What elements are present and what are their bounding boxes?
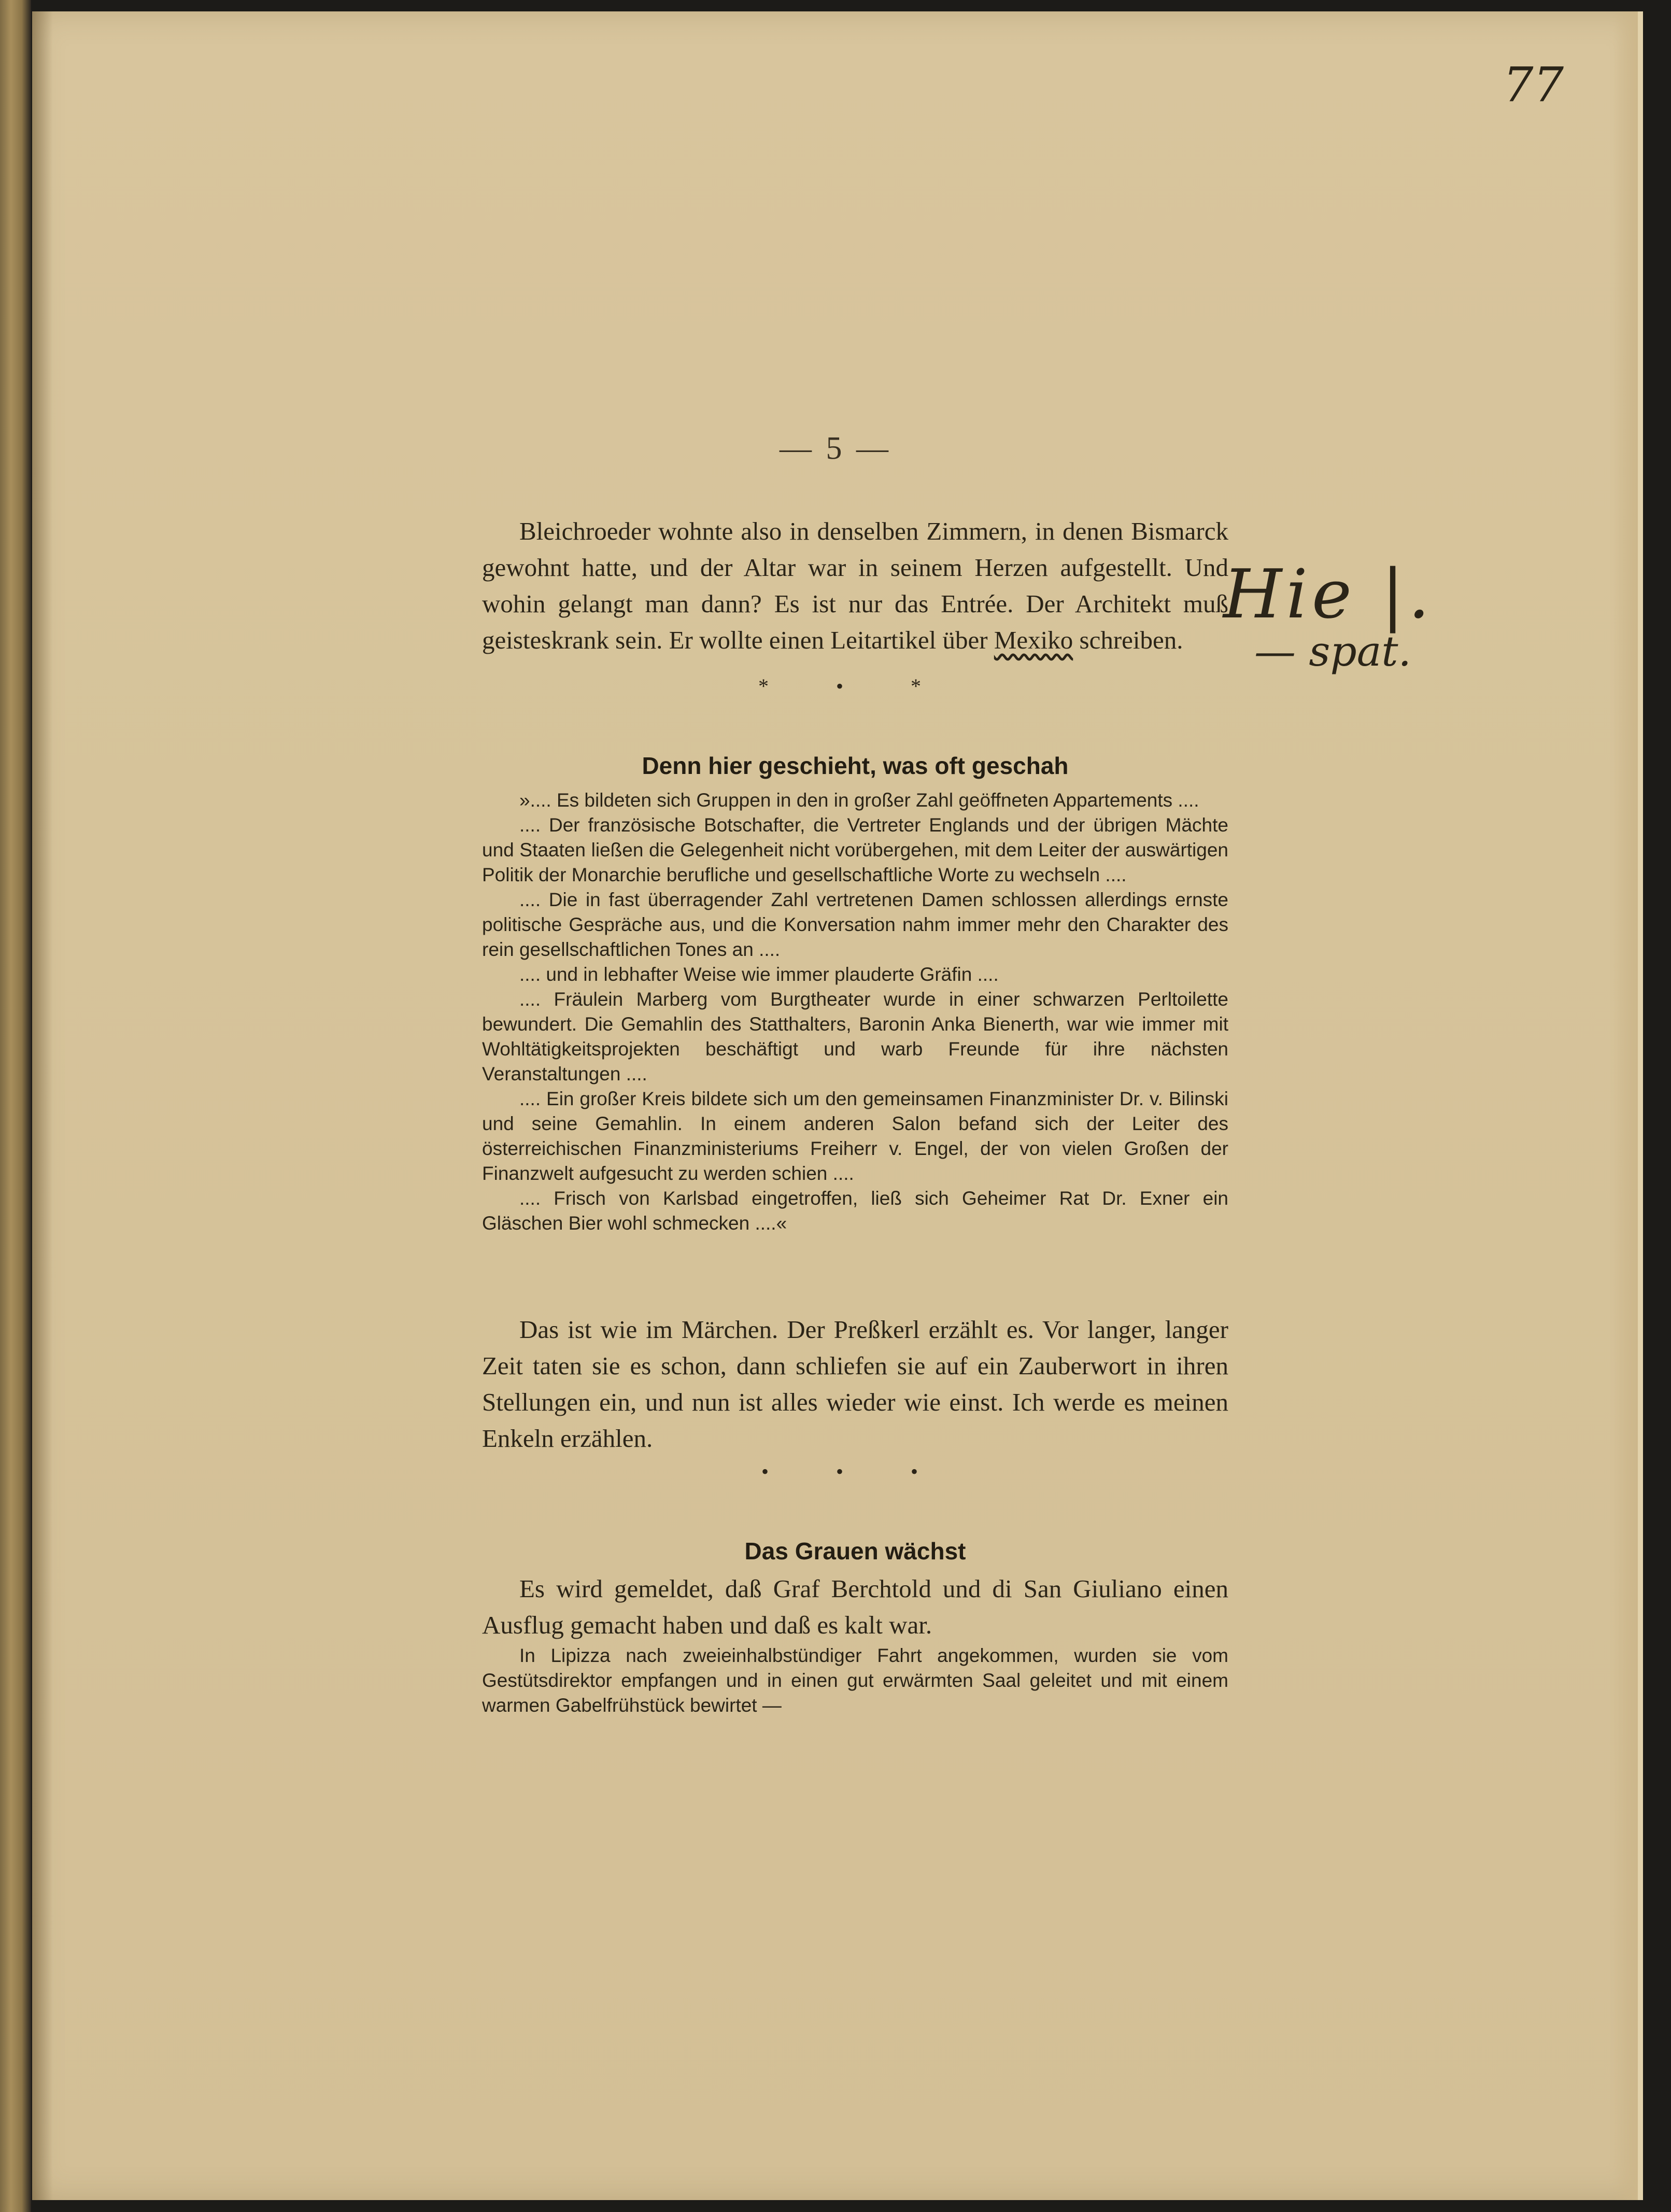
- quoted-report: [482, 1643, 1228, 1718]
- commentary-paragraph: [482, 1312, 1228, 1457]
- section-text-paragraph: Es wird gemeldet, daß Graf Berchtold und di San Giuliano einen Ausflug gemacht haben und daß es kalt war.: [482, 1574, 1228, 1639]
- quote-paragraph: In Lipizza nach zweieinhalbstündiger Fahrt angekommen, wurden sie vom Gestütsdirektor empfangen und in einen gut erwärmten Saal geleitet und mit einem warmen Gabelfrühstück bewirtet —: [482, 1645, 1228, 1716]
- section-text: [482, 1571, 1228, 1643]
- handwritten-folio-number: 77: [1503, 57, 1564, 112]
- handwritten-margin-dash: — spat.: [1254, 627, 1411, 675]
- book-binding: [0, 0, 31, 2212]
- page-shadow-left: [32, 11, 53, 2200]
- quote-paragraph: .... Der französische Botschafter, die Vertreter Englands und der übrigen Mächte und Staaten ließen die Gelegenheit nicht vorübergehen, mit dem Leiter der auswärtigen Politik der Monarchie berufliche und gesellschaftliche Worte zu wechseln ....: [482, 814, 1228, 885]
- quote-paragraph: ».... Es bildeten sich Gruppen in den in großer Zahl geöffneten Appartements ....: [519, 790, 1199, 811]
- page-edge-right: [1613, 11, 1643, 2200]
- section-heading: Das Grauen wächst: [744, 1538, 966, 1565]
- quote-paragraph: .... Ein großer Kreis bildete sich um den gemeinsamen Finanzminister Dr. v. Bilinski und seine Gemahlin. In einem anderen Salon befand sich der Leiter des österreichischen Finanzministeriums Freiherr v. Engel, der von vielen Großen der Finanzwelt aufgesucht zu werden schien ....: [482, 1088, 1228, 1184]
- quote-paragraph: .... Frisch von Karlsbad eingetroffen, ließ sich Geheimer Rat Dr. Exner ein Gläschen Bier wohl schmecken ....«: [482, 1188, 1228, 1234]
- underlined-word: Mexiko: [994, 626, 1073, 654]
- quote-paragraph: .... Fräulein Marberg vom Burgtheater wurde in einer schwarzen Perltoilette bewundert. Die Gemahlin des Statthalters, Baronin Anka Bienerth, war wie immer mit Wohltätigkeitsprojekten beschäftigt und warb Freunde für ihre nächsten Veranstaltungen ....: [482, 989, 1228, 1084]
- paragraph-text-end: schreiben.: [1073, 626, 1183, 654]
- quote-paragraph: .... und in lebhafter Weise wie immer plauderte Gräfin ....: [519, 964, 999, 985]
- commentary-text: Das ist wie im Märchen. Der Preßkerl erzählt es. Vor langer, langer Zeit taten sie es schon, dann schliefen sie auf ein Zauberwort in ihren Stellungen ein, und nun ist alles wieder wie einst. Ich werde es meinen Enkeln erzählen.: [482, 1315, 1228, 1453]
- section-divider: • • •: [761, 1460, 949, 1483]
- page-number: — 5 —: [780, 431, 891, 466]
- section-heading: Denn hier geschieht, was oft geschah: [642, 752, 1069, 779]
- opening-paragraph: [482, 513, 1228, 658]
- paragraph-text: [482, 513, 1228, 658]
- section-divider: * • *: [758, 674, 952, 698]
- handwritten-margin-note: Hie |.: [1223, 555, 1434, 633]
- paragraph-text-start: Bleichroeder wohnte also in denselben Zimmern, in denen Bismarck gewohnt hatte, und der Altar war in seinem Herzen aufgestellt. Und wohin gelangt man dann? Es ist nur das Entrée. Der Architekt muß geisteskrank sein. Er wollte einen Leitartikel über: [482, 517, 1228, 654]
- quoted-report: [482, 788, 1228, 1236]
- quote-paragraph: .... Die in fast überragender Zahl vertretenen Damen schlossen allerdings ernste politische Gespräche aus, und die Konversation nahm immer mehr den Charakter des rein gesellschaftlichen Tones an ....: [482, 889, 1228, 960]
